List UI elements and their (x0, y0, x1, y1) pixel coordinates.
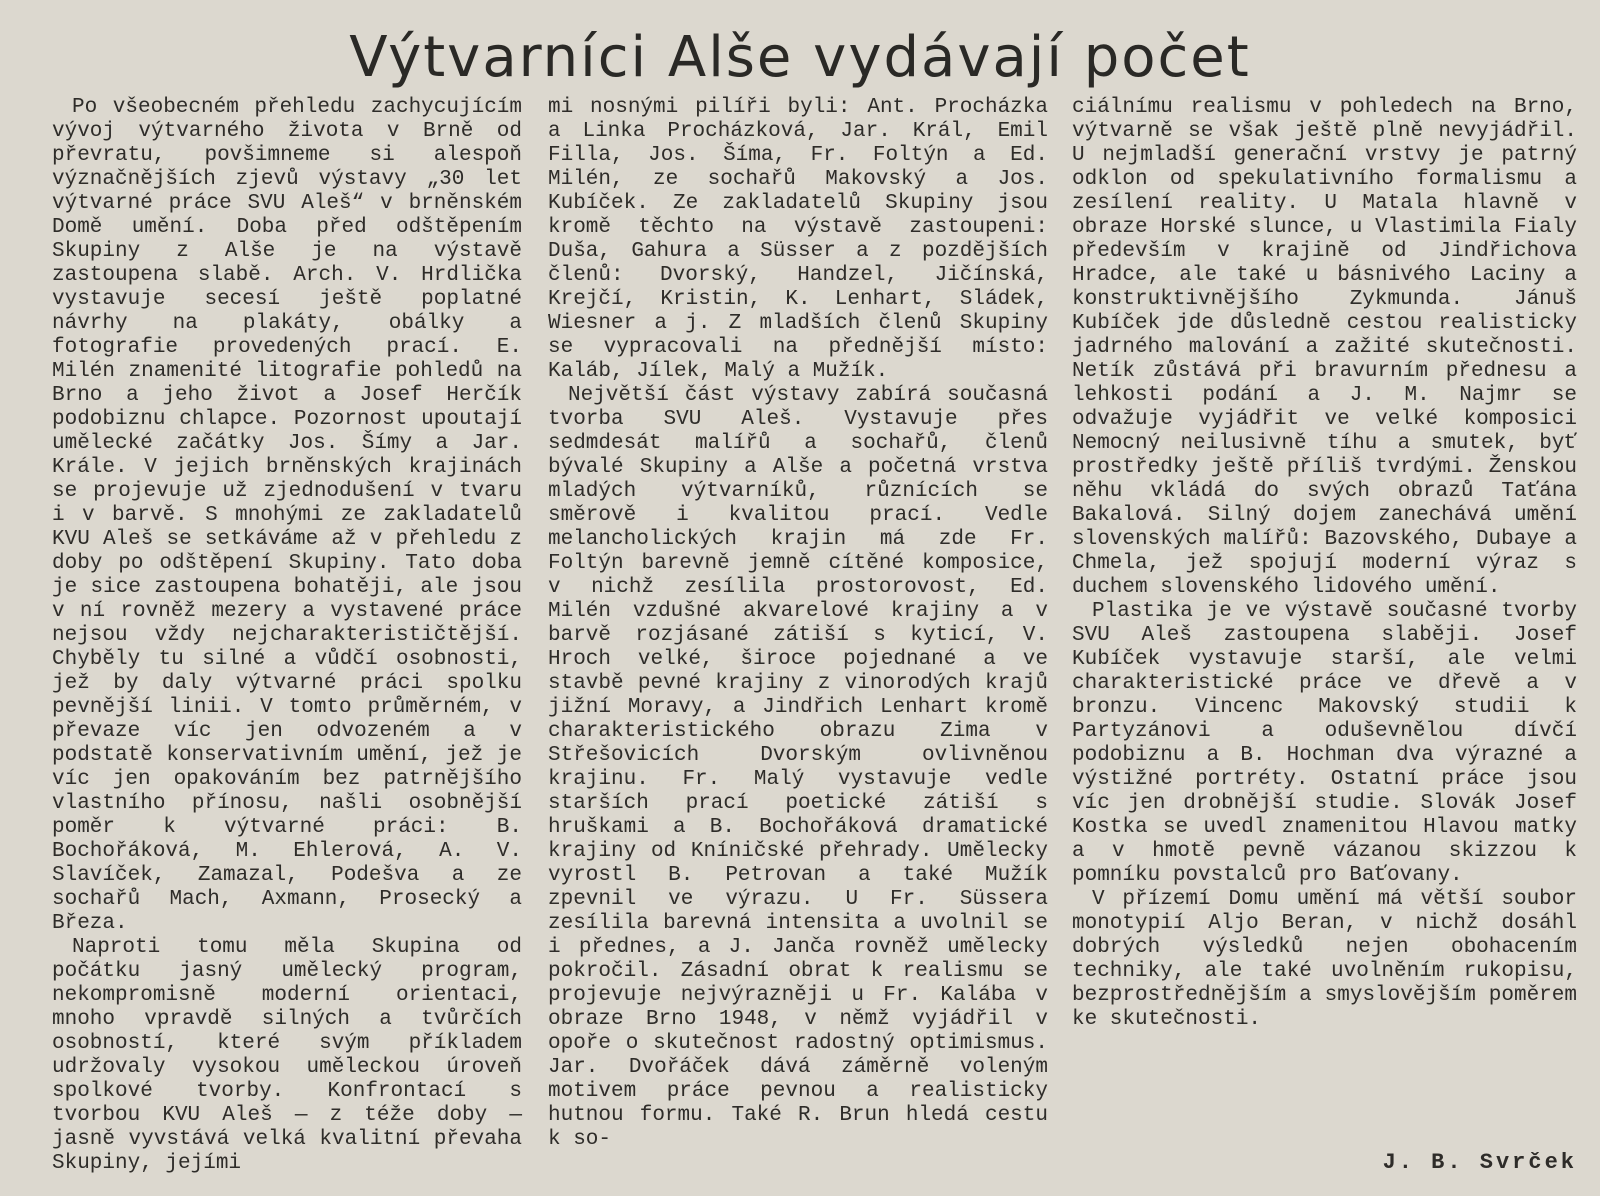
paragraph: Naproti tomu měla Skupina od počátku jasný umělecký program, nekompromisně moderní orientaci, mnoho vpravdě silných a tvůrčích osobností, které svým příkladem udržovaly vysokou uměleckou úroveň spolkové tvorby. Konfrontací s tvorbou KVU Aleš — z téže doby — jasně vyvstává velká kvalitní převaha Skupiny, jejími (52, 936, 522, 1175)
article-title: Výtvarníci Alše vydávají počet (349, 25, 1251, 90)
author-signature: J. B. Svrček (1382, 1150, 1577, 1175)
paragraph: Největší část výstavy zabírá současná tvorba SVU Aleš. Vystavuje přes sedmdesát malířů a sochařů, členů bývalé Skupiny a Alše a početná vrstva mladých výtvarníků, různících se směrově i kvalitou prací. Vedle melancholických krajin má zde Fr. Foltýn barevně jemně cítěné komposice, v nichž zesílila prostorovost, Ed. Milén vzdušné akvarelové krajiny a v barvě rozjásané zátiší s kyticí, V. Hroch velké, široce pojednané a ve stavbě pevné krajiny z vinorodých krajů jižní Moravy, a Jindřich Lenhart kromě charakteristického obrazu Zima v Střešovicích Dvorským ovlivněnou krajinu. Fr. Malý vystavuje vedle starších prací poetické zátiší s hruškami a B. Bochořáková dramatické krajiny od Kníničské přehrady. Umělecky vyrostl B. Petrovan a také Mužík zpevnil ve výrazu. U Fr. Süssera zesílila barevná intensita a uvolnil se i přednes, a J. Janča rovněž umělecky pokročil. Zásadní obrat k realismu se projevuje nejvýrazněji u Fr. Kalába v obraze Brno 1948, v němž vyjádřil v opoře o skutečnost radostný optimismus. Jar. Dvořáček dává záměrně voleným motivem práce pevnou a realisticky hutnou formu. Také R. Brun hledá cestu k so- (548, 384, 1048, 1151)
article-column-1 (52, 96, 522, 1176)
paragraph: mi nosnými pilíři byli: Ant. Procházka a Linka Procházková, Jar. Král, Emil Filla, Jos. Šíma, Fr. Foltýn a Ed. Milén, ze sochařů Makovský a Jos. Kubíček. Ze zakladatelů Skupiny jsou kromě těchto na výstavě zastoupeni: Duša, Gahura a Süsser a z pozdějších členů: Dvorský, Handzel, Jičínská, Krejčí, Kristin, K. Lenhart, Sládek, Wiesner a j. Z mladších členů Skupiny se vypracovali na přednější místo: Kaláb, Jílek, Malý a Mužík. (548, 96, 1048, 383)
article-column-3 (1072, 96, 1577, 1032)
paragraph: ciálnímu realismu v pohledech na Brno, výtvarně se však ještě plně nevyjádřil. U nejmladší generační vrstvy je patrný odklon od spekulativního formalismu a zesílení reality. U Matala hlavně v obraze Horské slunce, u Vlastimila Fialy především v krajině od Jindřichova Hradce, ale také u básnivého Laciny a konstruktivnějšího Zykmunda. Jánuš Kubíček jde důsledně cestou realisticky jadrného malování a zažité skutečnosti. Netík zůstává při bravurním přednesu a lehkosti podání a J. M. Najmr se odvažuje vyjádřit ve velké komposici Nemocný neilusivně tíhu a smutek, byť prostředky ještě příliš tvrdými. Ženskou něhu vkládá do svých obrazů Taťána Bakalová. Silný dojem zanechává umění slovenských malířů: Bazovského, Dubaye a Chmela, jež spojují moderní výraz s duchem slovenského lidového umění. (1072, 96, 1577, 599)
paragraph: V přízemí Domu umění má větší soubor monotypií Aljo Beran, v nichž dosáhl dobrých výsledků nejen obohacením techniky, ale také uvolněním rukopisu, bezprostřednějším a smyslovějším poměrem ke skutečnosti. (1072, 888, 1577, 1031)
paragraph: Plastika je ve výstavě současné tvorby SVU Aleš zastoupena slaběji. Josef Kubíček vystavuje starší, ale velmi charakteristické práce ve dřevě a v bronzu. Vincenc Makovský studii k Partyzánovi a oduševnělou dívčí podobiznu a B. Hochman dva výrazné a výstižné portréty. Ostatní práce jsou víc jen drobnější studie. Slovák Josef Kostka se uvedl znamenitou Hlavou matky a v hmotě pevně vázanou skizzou k pomníku povstalců pro Baťovany. (1072, 600, 1577, 887)
paragraph: Po všeobecném přehledu zachycujícím vývoj výtvarného života v Brně od převratu, povšimneme si alespoň význačnějších zjevů výstavy „30 let výtvarné práce SVU Aleš“ v brněnském Domě umění. Doba před odštěpením Skupiny z Alše je na výstavě zastoupena slabě. Arch. V. Hrdlička vystavuje secesí ještě poplatné návrhy na plakáty, obálky a fotografie provedených prací. E. Milén znamenité litografie pohledů na Brno a jeho život a Josef Herčík podobiznu chlapce. Pozornost upoutají umělecké začátky Jos. Šímy a Jar. Krále. V jejich brněnských krajinách se projevuje už zjednodušení v tvaru i v barvě. S mnohými ze zakladatelů KVU Aleš se setkáváme až v přehledu z doby po odštěpení Skupiny. Tato doba je sice zastoupena bohatěji, ale jsou v ní rovněž mezery a vystavené práce nejsou vždy nejcharakterističtější. Chyběly tu silné a vůdčí osobnosti, jež by daly výtvarné práci spolku pevnější linii. V tomto průměrném, v převaze víc jen odvozeném a v podstatě konservativním umění, jež je víc jen opakováním bez patrnějšího vlastního přínosu, našli osobnější poměr k výtvarné práci: B. Bochořáková, M. Ehlerová, A. V. Slavíček, Zamazal, Podešva a ze sochařů Mach, Axmann, Prosecký a Březa. (52, 96, 522, 935)
article-column-2 (548, 96, 1048, 1152)
